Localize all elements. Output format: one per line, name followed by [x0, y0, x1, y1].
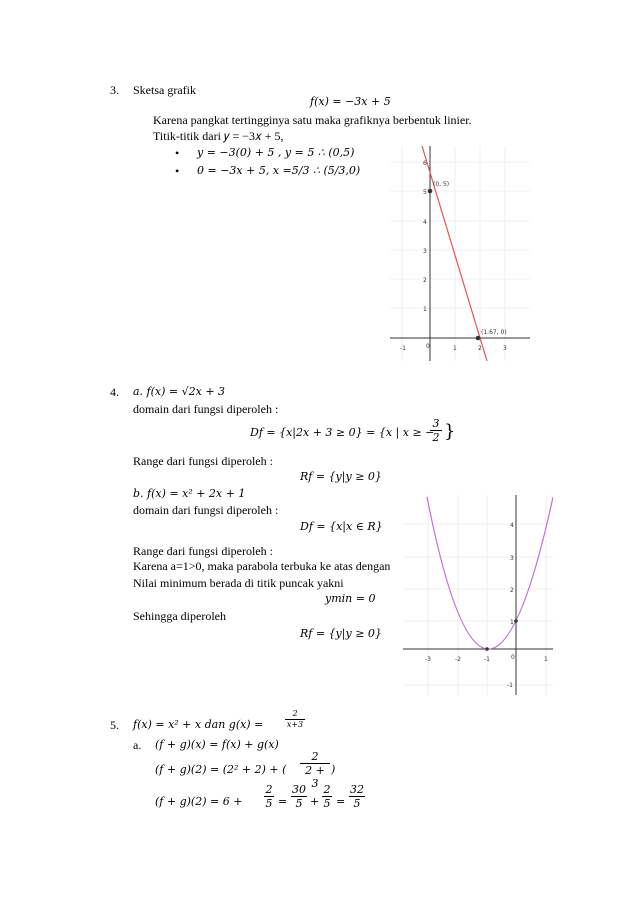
problem-4b-domain-text: domain dari fungsi diperoleh : — [133, 503, 279, 517]
problem-4a-label: a. 𝑓(𝑥) = √2𝑥 + 3 — [133, 385, 226, 398]
problem-5a-eq2: (𝑓 + 𝑔)(2) = (2² + 2) + ( — [155, 763, 287, 776]
x-tick: -3 — [425, 656, 431, 663]
problem-4a-range-eq: 𝑅𝑓 = {𝑦|𝑦 ≥ 0} — [300, 470, 382, 483]
problem-4b-range-text: Range dari fungsi diperoleh : — [133, 544, 273, 558]
y-tick: 2 — [510, 587, 514, 594]
fraction-2-5-b: $\frac{2}{5}$ — [323, 783, 331, 810]
problem-3-title: Sketsa grafik — [133, 83, 196, 97]
x-tick: 3 — [503, 345, 507, 352]
x-tick: 0 — [426, 343, 430, 350]
problem-4b-hence: Sehingga diperoleh — [133, 609, 226, 623]
y-tick: 4 — [423, 219, 427, 226]
y-tick: 5 — [423, 189, 427, 196]
point-label-1: (0, 5) — [433, 181, 450, 188]
vertex-point — [485, 647, 489, 651]
equals-sign: = — [278, 795, 288, 808]
y-tick: 3 — [423, 248, 427, 255]
problem-4a-domain-text: domain dari fungsi diperoleh : — [133, 402, 279, 416]
x-tick: -2 — [455, 656, 461, 663]
problem-4a-domain-eq: 𝐷𝑓 = {𝑥|2𝑥 + 3 ≥ 0} = {𝑥 | 𝑥 ≥ − — [250, 426, 435, 439]
y-tick: 2 — [423, 277, 427, 284]
fraction-3-2: $\frac{3}{2}$ — [430, 417, 442, 444]
problem-4b-ymin: 𝑦𝑚𝑖𝑛 = 0 — [325, 592, 376, 605]
x-tick: -1 — [400, 345, 406, 352]
brace-close: } — [444, 421, 456, 442]
problem-3-line1: Karena pangkat tertingginya satu maka grafiknya berbentuk linier. — [153, 113, 472, 127]
fraction-2-over-x3: 2 𝑥+3 — [286, 709, 304, 729]
problem-4b-domain-eq: 𝐷𝑓 = {𝑥|𝑥 ∈ 𝑅} — [300, 520, 383, 533]
problem-4b-line1: Karena a=1>0, maka parabola terbuka ke atas dengan — [133, 559, 391, 573]
problem-5a-label: a. — [133, 738, 142, 752]
plus-sign: + — [310, 795, 320, 808]
bullet-icon: • — [175, 146, 180, 160]
problem-3-line2: Titik-titik dari 𝑦 = −3𝑥 + 5, — [153, 129, 284, 143]
problem-3-bullet2: 0 = −3𝑥 + 5, 𝑥 =5/3 ∴ (5/3,0) — [197, 164, 361, 177]
fraction-32-5: $\frac{32}{5}$ — [350, 783, 364, 810]
fraction-2-5: $\frac{2}{5}$ — [265, 783, 273, 810]
parabola-graph — [403, 495, 553, 695]
point-label-2: (1.67, 0) — [481, 329, 507, 336]
problem-3-equation: 𝑓(𝑥) = −3𝑥 + 5 — [310, 95, 391, 108]
y-tick: -1 — [507, 682, 513, 689]
point-0-5 — [428, 189, 433, 194]
problem-4b-label: b. 𝑓(𝑥) = 𝑥² + 2𝑥 + 1 — [133, 487, 246, 500]
point-167-0 — [476, 336, 481, 341]
x-tick: 0 — [511, 654, 515, 661]
problem-4-number: 4. — [110, 385, 119, 399]
graph-line — [422, 146, 487, 361]
y-intercept-point — [514, 619, 518, 623]
linear-graph — [390, 146, 530, 361]
problem-5-number: 5. — [110, 718, 119, 732]
bullet-icon: • — [175, 164, 180, 178]
x-tick: 1 — [453, 345, 457, 352]
problem-4a-range-text: Range dari fungsi diperoleh : — [133, 454, 273, 468]
y-tick: 1 — [423, 306, 427, 313]
y-tick: 6 — [423, 160, 427, 167]
x-tick: -1 — [484, 656, 490, 663]
y-tick: 4 — [510, 522, 514, 529]
problem-4b-range-eq: 𝑅𝑓 = {𝑦|𝑦 ≥ 0} — [300, 627, 382, 640]
close-paren: ) — [331, 763, 336, 776]
x-tick: 2 — [478, 345, 482, 352]
y-tick: 1 — [510, 619, 514, 626]
equals-sign: = — [336, 795, 346, 808]
parabola-curve — [427, 497, 553, 649]
problem-4b-line2: Nilai minimum berada di titik puncak yakni — [133, 576, 344, 590]
x-tick: 1 — [544, 656, 548, 663]
y-tick: 3 — [510, 555, 514, 562]
problem-5a-eq1: (𝑓 + 𝑔)(𝑥) = 𝑓(𝑥) + 𝑔(𝑥) — [155, 738, 279, 751]
problem-3-number: 3. — [110, 83, 119, 97]
fraction-30-5: $\frac{30}{5}$ — [292, 783, 306, 810]
fraction-2-over-2-plus-3: $\frac{2}{2 + 3}$ — [300, 750, 330, 790]
problem-5-header: 𝑓(𝑥) = 𝑥² + 𝑥 dan 𝑔(𝑥) = — [133, 718, 264, 731]
problem-5a-eq3: (𝑓 + 𝑔)(2) = 6 + — [155, 795, 243, 808]
problem-3-bullet1: 𝑦 = −3(0) + 5 , 𝑦 = 5 ∴ (0,5) — [197, 146, 355, 159]
